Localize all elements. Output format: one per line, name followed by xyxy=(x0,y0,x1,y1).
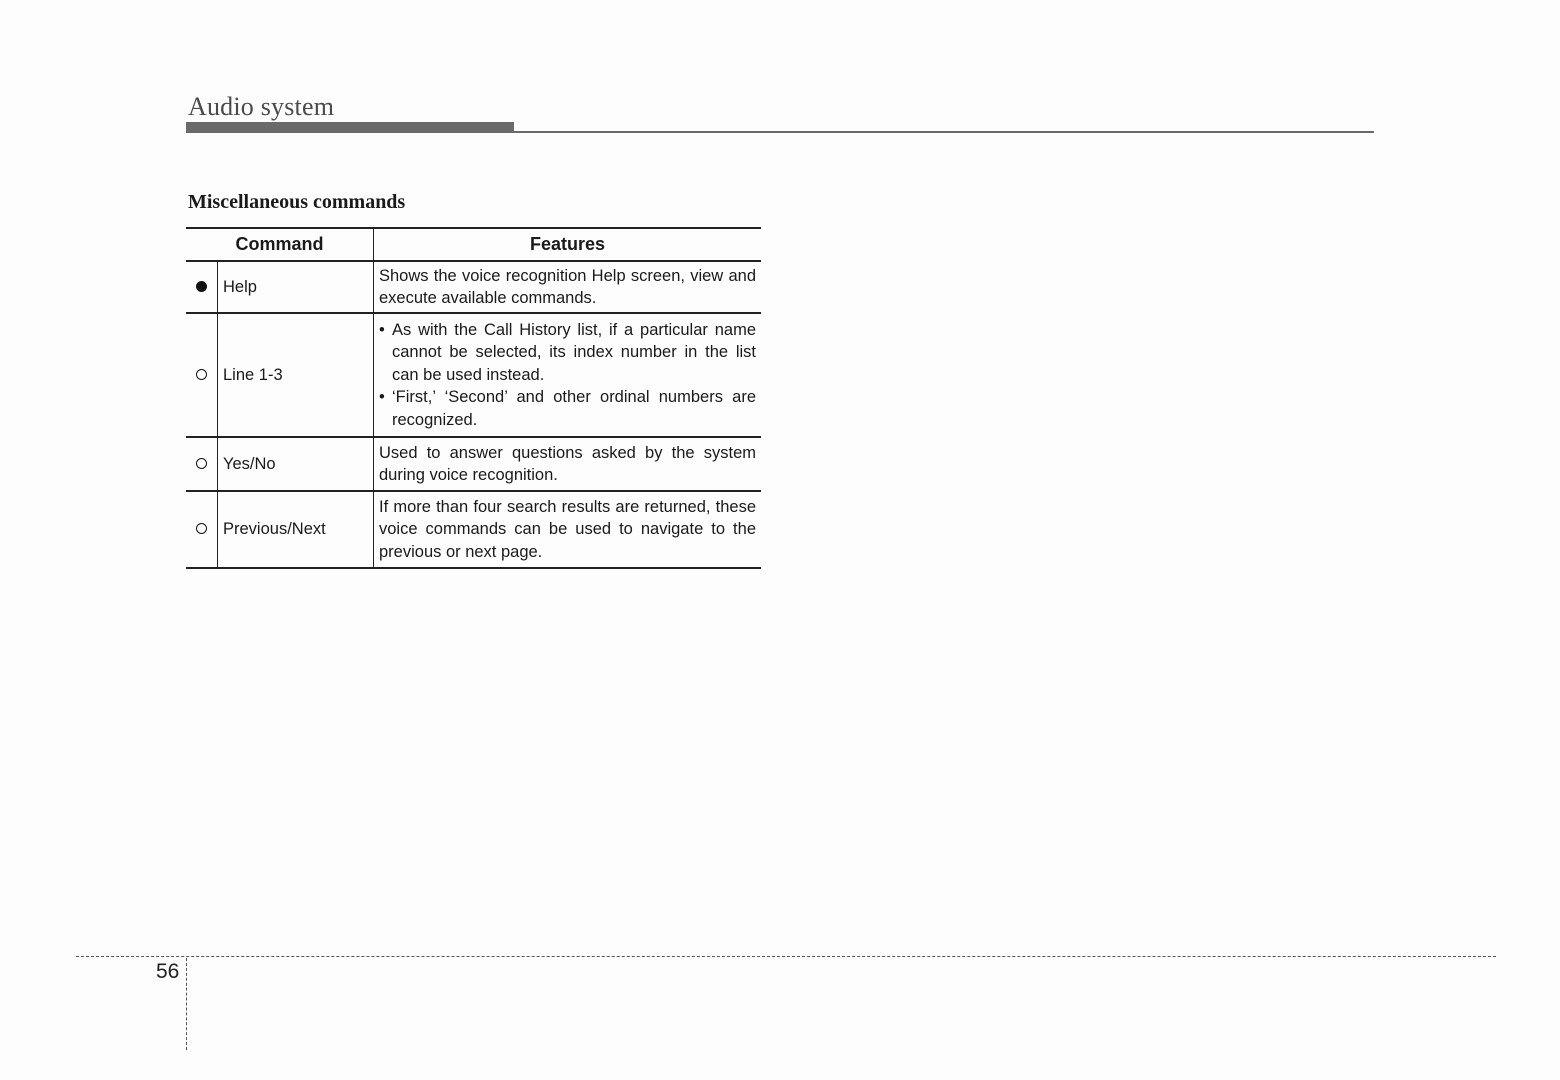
features-column-header: Features xyxy=(374,228,762,261)
page-number: 56 xyxy=(156,960,180,983)
command-column-header: Command xyxy=(186,228,374,261)
row-command: Previous/Next xyxy=(218,491,374,568)
row-features xyxy=(374,313,762,437)
row-symbol xyxy=(186,491,218,568)
footer-dashed-rule xyxy=(76,956,1496,957)
row-symbol xyxy=(186,313,218,437)
commands-table xyxy=(186,227,761,569)
row-features: Used to answer questions asked by the system during voice recognition. xyxy=(374,437,762,491)
open-circle-icon xyxy=(196,458,207,469)
feature-bullet-item: • As with the Call History list, if a particular name cannot be selected, its index number in the list can be used instead. xyxy=(379,319,756,387)
footer-vertical-dashed-rule xyxy=(186,958,187,1050)
header-rule-thick xyxy=(186,122,514,133)
table-row xyxy=(186,313,761,437)
table-row xyxy=(186,491,761,568)
open-circle-icon xyxy=(196,523,207,534)
filled-circle-icon xyxy=(196,281,207,292)
row-command: Help xyxy=(218,261,374,313)
section-title: Miscellaneous commands xyxy=(188,191,406,213)
open-circle-icon xyxy=(196,369,207,380)
table-header-row xyxy=(186,228,761,261)
row-features: Shows the voice recognition Help screen, view and execute available commands. xyxy=(374,261,762,313)
page-header-title: Audio system xyxy=(188,92,335,121)
row-symbol xyxy=(186,437,218,491)
table-row xyxy=(186,437,761,491)
feature-bullet-item: • ‘First,’ ‘Second’ and other ordinal numbers are recognized. xyxy=(379,386,756,431)
row-symbol xyxy=(186,261,218,313)
header-rule-thin xyxy=(514,131,1374,133)
row-command: Line 1-3 xyxy=(218,313,374,437)
row-command: Yes/No xyxy=(218,437,374,491)
table-row xyxy=(186,261,761,313)
row-features: If more than four search results are returned, these voice commands can be used to navigate to the previous or next page. xyxy=(374,491,762,568)
feature-bullet-list xyxy=(379,319,756,432)
